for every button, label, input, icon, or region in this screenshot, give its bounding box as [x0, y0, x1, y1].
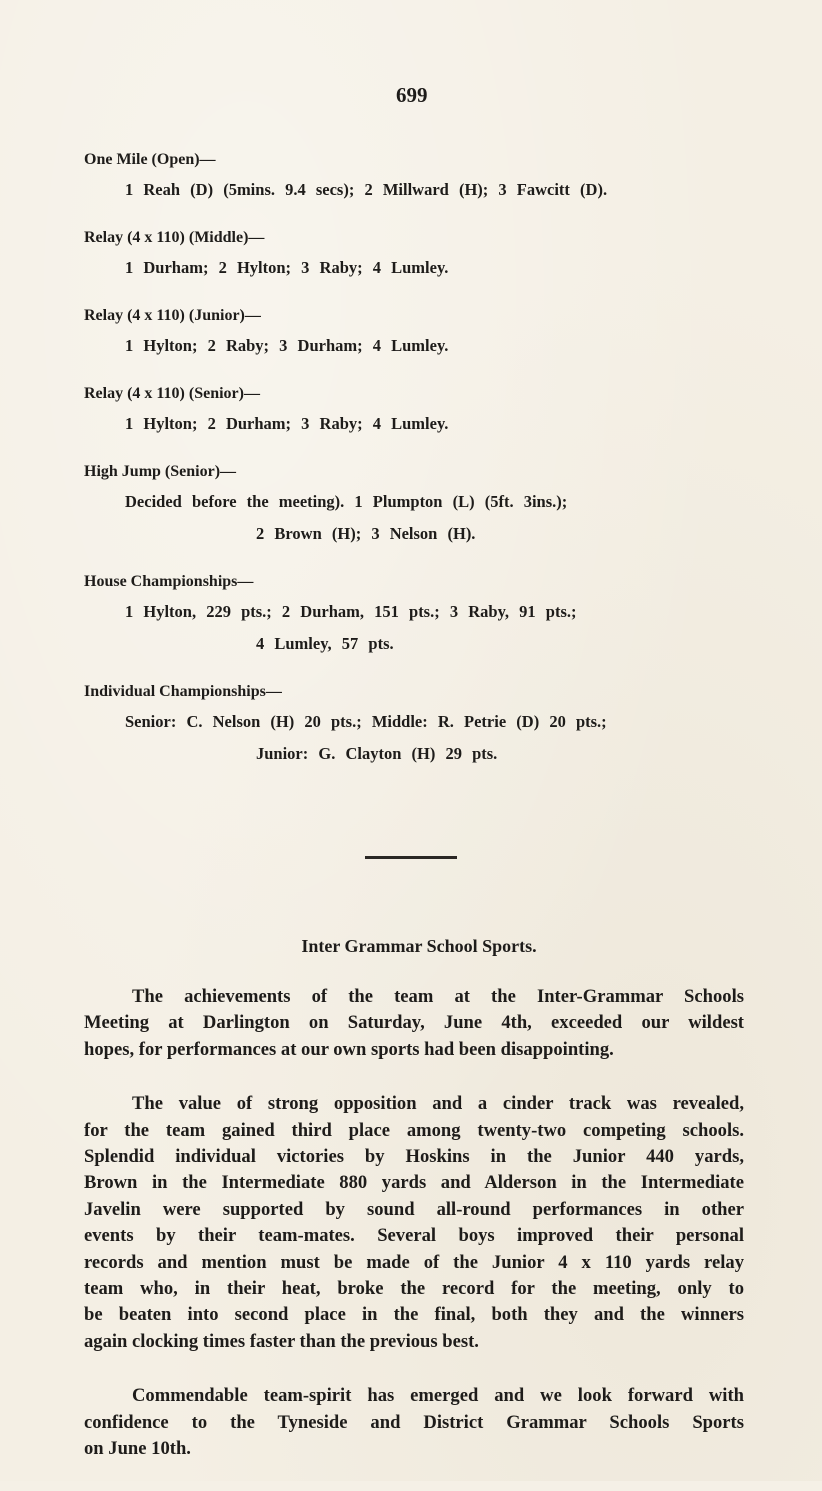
article-title: Inter Grammar School Sports. [301, 936, 537, 956]
text-line: The achievements of the team at the Inter-Grammar Schools [132, 986, 744, 1007]
text-line: Splendid individual victories by Hoskins in the Junior 440 yards, [84, 1146, 744, 1168]
text-line: Commendable team-spirit has emerged and we look forward with [132, 1385, 744, 1407]
section-divider [365, 856, 457, 859]
article-paragraph [84, 1091, 744, 1355]
event-result-line: 4 Lumley, 57 pts. [256, 634, 394, 653]
text-line: confidence to the Tyneside and District Grammar Schools Sports [84, 1411, 744, 1433]
event-result-line: 1 Hylton; 2 Durham; 3 Raby; 4 Lumley. [125, 414, 449, 433]
sports-results [84, 150, 744, 770]
event-one-mile [84, 150, 744, 206]
text-line: The value of strong opposition and a cinder track was revealed, [132, 1093, 744, 1115]
text-line: events by their team-mates. Several boys improved their personal [84, 1225, 744, 1247]
event-title: Relay (4 x 110) (Senior)— [84, 385, 260, 402]
event-high-jump-senior [84, 462, 744, 550]
event-title: House Championships— [84, 573, 254, 590]
article-body [84, 984, 744, 1491]
text-line: on June 10th. [84, 1438, 191, 1460]
page-number: 699 [396, 83, 428, 107]
event-relay-middle [84, 228, 744, 284]
article-paragraph [84, 984, 744, 1063]
event-relay-junior [84, 306, 744, 362]
event-result-line: 1 Hylton, 229 pts.; 2 Durham, 151 pts.; 3 Raby, 91 pts.; [125, 602, 577, 621]
text-line: for the team gained third place among twenty-two competing schools. [84, 1119, 744, 1141]
text-line: again clocking times faster than the previous best. [84, 1330, 479, 1352]
event-result-line: Junior: G. Clayton (H) 29 pts. [256, 744, 498, 763]
event-result-line: 2 Brown (H); 3 Nelson (H). [256, 524, 476, 543]
text-line: Brown in the Intermediate 880 yards and Alderson in the Intermediate [84, 1172, 744, 1194]
text-line: hopes, for performances at our own sports had been disappointing. [84, 1038, 614, 1060]
event-title: Relay (4 x 110) (Junior)— [84, 307, 261, 324]
event-result-line: Senior: C. Nelson (H) 20 pts.; Middle: R. Petrie (D) 20 pts.; [125, 712, 607, 731]
text-line: Javelin were supported by sound all-round performances in other [84, 1198, 744, 1220]
event-individual-championships [84, 682, 744, 770]
event-relay-senior [84, 384, 744, 440]
event-result-line: Decided before the meeting). 1 Plumpton (L) (5ft. 3ins.); [125, 492, 568, 511]
event-result-line: 1 Durham; 2 Hylton; 3 Raby; 4 Lumley. [125, 258, 449, 277]
event-house-championships [84, 572, 744, 660]
text-line: team who, in their heat, broke the record for the meeting, only to [84, 1278, 744, 1300]
event-title: One Mile (Open)— [84, 151, 216, 168]
event-title: Relay (4 x 110) (Middle)— [84, 229, 265, 246]
article-paragraph [84, 1383, 744, 1462]
text-line: records and mention must be made of the Junior 4 x 110 yards relay [84, 1251, 744, 1273]
event-title: High Jump (Senior)— [84, 463, 237, 480]
event-title: Individual Championships— [84, 683, 282, 700]
text-line: Meeting at Darlington on Saturday, June 4th, exceeded our wildest [84, 1012, 744, 1034]
event-result-line: 1 Hylton; 2 Raby; 3 Durham; 4 Lumley. [125, 336, 449, 355]
event-result-line: 1 Reah (D) (5mins. 9.4 secs); 2 Millward (H); 3 Fawcitt (D). [125, 180, 608, 199]
text-line: be beaten into second place in the final, both they and the winners [84, 1304, 744, 1326]
